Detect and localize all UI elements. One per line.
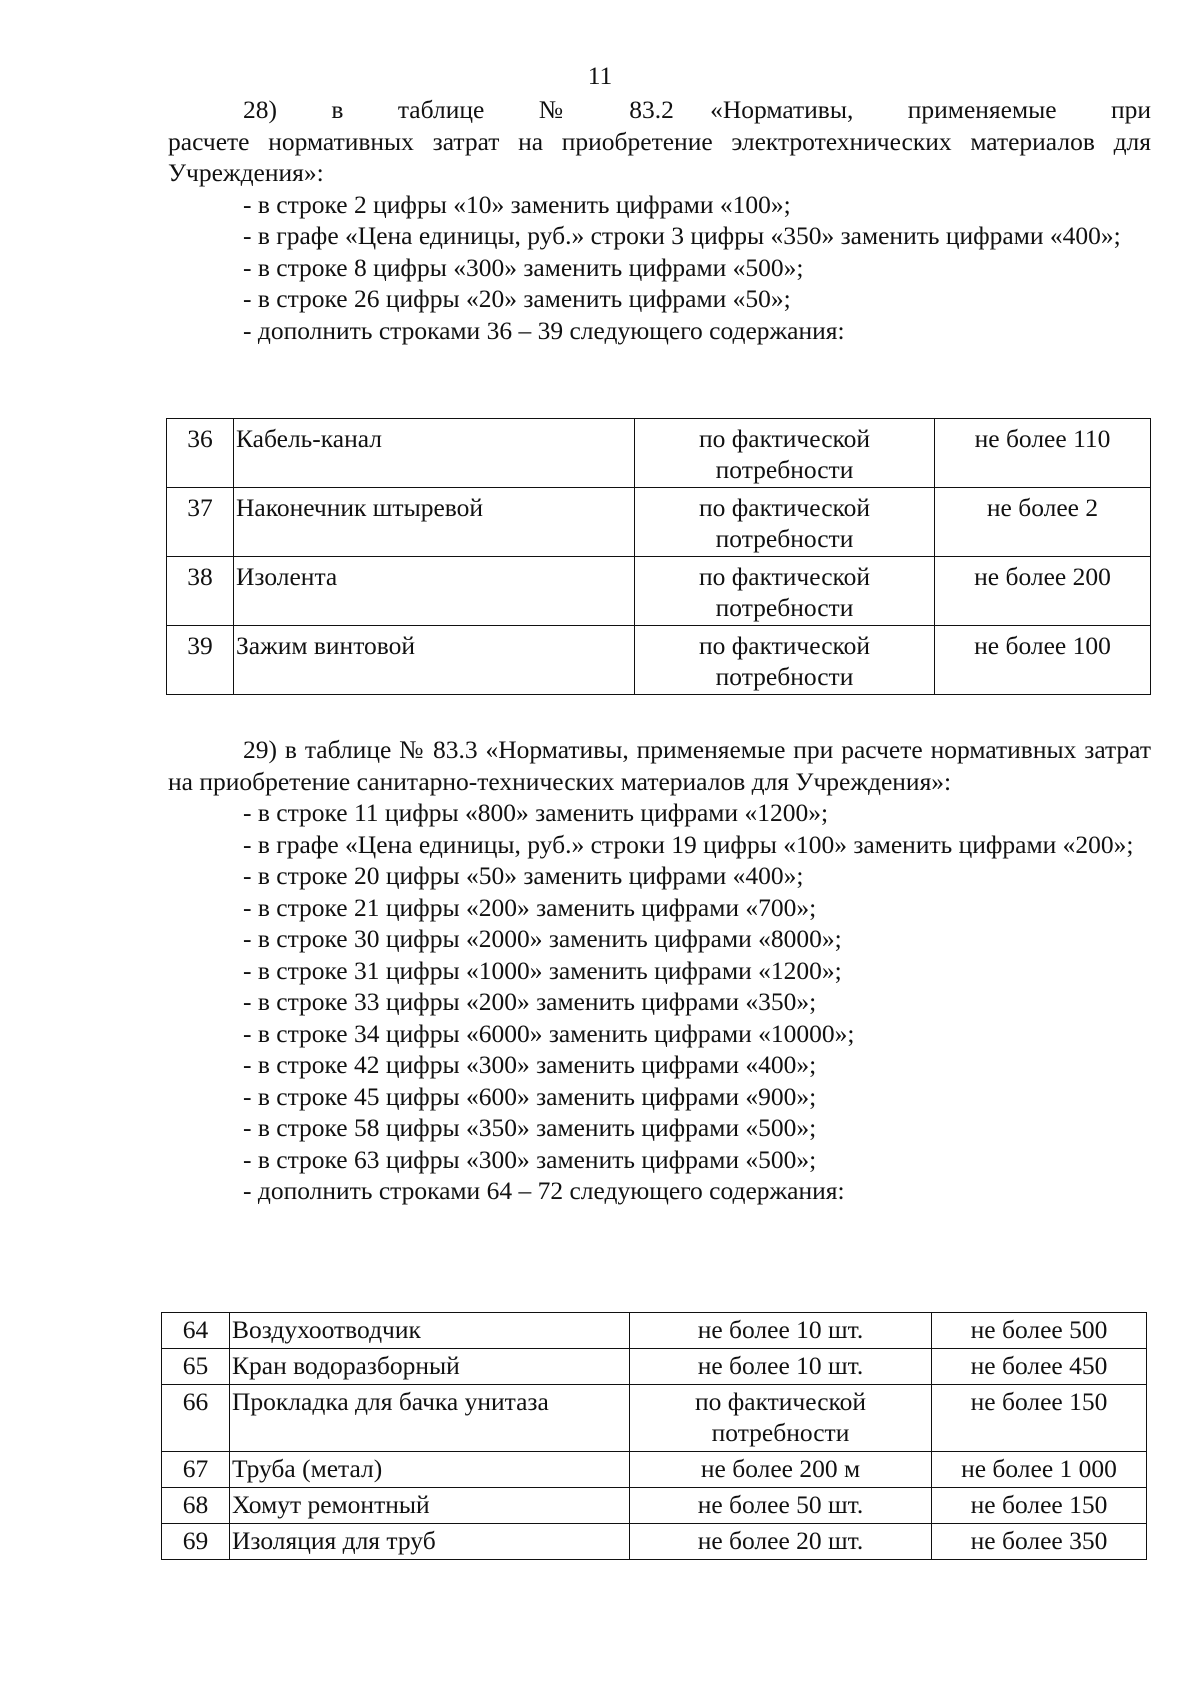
row-number: 36	[167, 419, 234, 488]
item-quantity: не более 200 м	[630, 1452, 932, 1488]
item-name: Хомут ремонтный	[230, 1488, 630, 1524]
row-number: 67	[162, 1452, 230, 1488]
row-number: 69	[162, 1524, 230, 1560]
item-price: не более 1 000	[932, 1452, 1147, 1488]
amendment-item: - в строке 31 цифры «1000» заменить цифрами «1200»;	[243, 955, 842, 985]
row-number: 37	[167, 488, 234, 557]
table-row	[162, 1349, 1147, 1385]
item-quantity: по фактической потребности	[635, 557, 935, 626]
table-83-3-additions	[161, 1312, 1147, 1560]
item-price: не более 500	[932, 1313, 1147, 1349]
amendment-item: - в строке 2 цифры «10» заменить цифрами «100»;	[243, 189, 791, 219]
item-name: Кран водоразборный	[230, 1349, 630, 1385]
item-quantity: не более 20 шт.	[630, 1524, 932, 1560]
item-quantity: не более 10 шт.	[630, 1349, 932, 1385]
item-name: Труба (метал)	[230, 1452, 630, 1488]
item-name: Кабель-канал	[234, 419, 635, 488]
item-quantity: не более 10 шт.	[630, 1313, 932, 1349]
row-number: 65	[162, 1349, 230, 1385]
table-row	[167, 626, 1151, 695]
amendment-item: - дополнить строками 36 – 39 следующего содержания:	[243, 315, 845, 345]
table-row	[162, 1488, 1147, 1524]
section-28-intro-line1: 28) в таблице № 83.2 «Нормативы, применяемые при	[243, 95, 1151, 124]
section-28	[168, 94, 1151, 346]
amendment-item: - в графе «Цена единицы, руб.» строки 19 цифры «100» заменить цифрами «200»;	[243, 829, 1134, 859]
page-number: 11	[587, 61, 613, 90]
item-name: Изоляция для труб	[230, 1524, 630, 1560]
section-29-intro: 29) в таблице № 83.3 «Нормативы, применяемые при расчете нормативных затрат на приобретение санитарно-технических материалов для Учреждения»:	[168, 735, 1151, 796]
table-row	[162, 1524, 1147, 1560]
amendment-item: - в строке 11 цифры «800» заменить цифрами «1200»;	[243, 798, 829, 827]
amendment-item: - в строке 58 цифры «350» заменить цифрами «500»;	[243, 1113, 817, 1142]
amendment-item: - в строке 33 цифры «200» заменить цифрами «350»;	[243, 987, 817, 1016]
item-name: Изолента	[234, 557, 635, 626]
amendment-item: - в строке 42 цифры «300» заменить цифрами «400»;	[243, 1050, 817, 1079]
row-number: 39	[167, 626, 234, 695]
table-row	[167, 419, 1151, 488]
row-number: 38	[167, 557, 234, 626]
amendment-item: - в графе «Цена единицы, руб.» строки 3 цифры «350» заменить цифрами «400»;	[243, 221, 1121, 250]
item-price: не более 350	[932, 1524, 1147, 1560]
item-price: не более 110	[935, 419, 1151, 488]
row-number: 64	[162, 1313, 230, 1349]
item-quantity: не более 50 шт.	[630, 1488, 932, 1524]
amendment-item: - в строке 20 цифры «50» заменить цифрами «400»;	[243, 861, 804, 890]
section-29	[168, 734, 1151, 1207]
item-price: не более 200	[935, 557, 1151, 626]
amendment-item: - в строке 45 цифры «600» заменить цифрами «900»;	[243, 1081, 817, 1111]
table-83-2-additions	[166, 418, 1151, 695]
table-row	[162, 1452, 1147, 1488]
item-name: Наконечник штыревой	[234, 488, 635, 557]
row-number: 66	[162, 1385, 230, 1452]
item-price: не более 150	[932, 1385, 1147, 1452]
table-row	[167, 488, 1151, 557]
amendment-item: - в строке 26 цифры «20» заменить цифрами «50»;	[243, 284, 791, 313]
item-price: не более 450	[932, 1349, 1147, 1385]
amendment-item: - в строке 63 цифры «300» заменить цифрами «500»;	[243, 1144, 817, 1174]
item-quantity: по фактической потребности	[635, 419, 935, 488]
item-price: не более 150	[932, 1488, 1147, 1524]
amendment-item: - в строке 8 цифры «300» заменить цифрами «500»;	[243, 252, 804, 282]
table-row	[162, 1313, 1147, 1349]
table-row	[162, 1385, 1147, 1452]
item-price: не более 100	[935, 626, 1151, 695]
item-quantity: по фактической потребности	[630, 1385, 932, 1452]
item-name: Прокладка для бачка унитаза	[230, 1385, 630, 1452]
item-price: не более 2	[935, 488, 1151, 557]
item-name: Воздухоотводчик	[230, 1313, 630, 1349]
item-quantity: по фактической потребности	[635, 488, 935, 557]
amendment-item: - в строке 34 цифры «6000» заменить цифрами «10000»;	[243, 1018, 855, 1048]
row-number: 68	[162, 1488, 230, 1524]
item-quantity: по фактической потребности	[635, 626, 935, 695]
amendment-item: - дополнить строками 64 – 72 следующего содержания:	[243, 1176, 845, 1205]
table-row	[167, 557, 1151, 626]
item-name: Зажим винтовой	[234, 626, 635, 695]
amendment-item: - в строке 30 цифры «2000» заменить цифрами «8000»;	[243, 924, 842, 953]
section-28-intro-rest: расчете нормативных затрат на приобретение электротехнических материалов для Учреждения»:	[168, 126, 1151, 187]
amendment-item: - в строке 21 цифры «200» заменить цифрами «700»;	[243, 892, 817, 922]
